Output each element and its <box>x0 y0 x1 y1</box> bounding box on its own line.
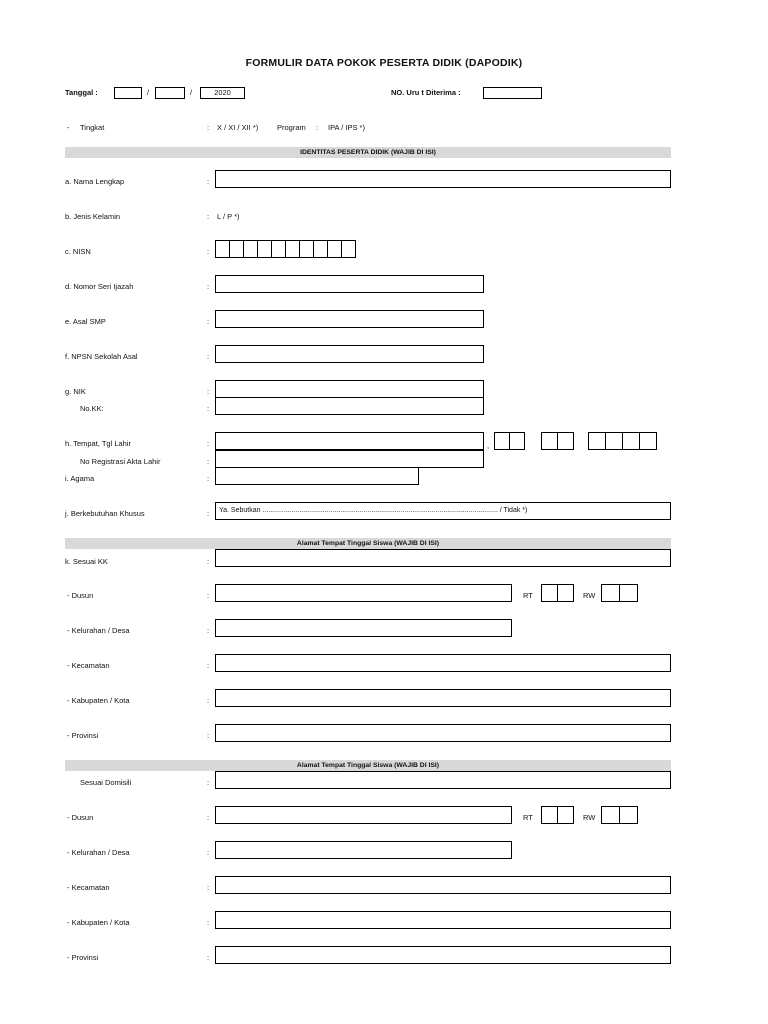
berkebutuhan-khusus-label: j. Berkebutuhan Khusus <box>65 509 145 518</box>
date-digit-box[interactable] <box>494 432 510 450</box>
kabupaten-label: - Kabupaten / Kota <box>67 918 130 927</box>
date-digit-box[interactable] <box>509 432 525 450</box>
date-separator: / <box>190 88 193 97</box>
agama-label: i. Agama <box>65 474 95 483</box>
provinsi-label: - Provinsi <box>67 731 99 740</box>
nisn-digit-box[interactable] <box>271 240 286 258</box>
rt-label: RT <box>523 591 533 600</box>
colon: : <box>207 848 210 857</box>
colon: : <box>207 404 210 413</box>
colon: : <box>207 282 210 291</box>
tempat-lahir-input[interactable] <box>215 432 484 450</box>
colon: : <box>207 883 210 892</box>
nama-lengkap-input[interactable] <box>215 170 671 188</box>
date-digit-box[interactable] <box>605 432 623 450</box>
agama-input[interactable] <box>215 467 419 485</box>
rw-boxes[interactable] <box>601 584 638 602</box>
no-urut-input[interactable] <box>483 87 542 99</box>
jenis-kelamin-label: b. Jenis Kelamin <box>65 212 121 221</box>
tgl-lahir-year-boxes[interactable] <box>588 432 657 450</box>
colon: : <box>207 457 210 466</box>
rt-digit-box[interactable] <box>541 584 558 602</box>
tanggal-day-input[interactable] <box>114 87 142 99</box>
rt-digit-box[interactable] <box>557 584 574 602</box>
provinsi-label: - Provinsi <box>67 953 99 962</box>
colon: : <box>207 387 210 396</box>
date-separator: / <box>147 88 150 97</box>
sesuai-kk-input[interactable] <box>215 549 671 567</box>
date-digit-box[interactable] <box>622 432 640 450</box>
colon: : <box>207 778 210 787</box>
nisn-digit-box[interactable] <box>327 240 342 258</box>
rw-digit-box[interactable] <box>601 584 620 602</box>
tgl-lahir-day-boxes[interactable] <box>494 432 525 450</box>
kecamatan-input[interactable] <box>215 654 671 672</box>
list-dash: - <box>67 123 70 132</box>
rt-boxes[interactable] <box>541 584 574 602</box>
date-digit-box[interactable] <box>557 432 574 450</box>
colon: : <box>207 696 210 705</box>
form-title: FORMULIR DATA POKOK PESERTA DIDIK (DAPODIK) <box>245 57 523 69</box>
nisn-label: c. NISN <box>65 247 91 256</box>
kabupaten-input[interactable] <box>215 689 671 707</box>
rw-label: RW <box>583 591 596 600</box>
date-digit-box[interactable] <box>541 432 558 450</box>
kabupaten-domisili-input[interactable] <box>215 911 671 929</box>
kabupaten-label: - Kabupaten / Kota <box>67 696 130 705</box>
asal-smp-input[interactable] <box>215 310 484 328</box>
rw-label: RW <box>583 813 596 822</box>
colon: : <box>207 177 210 186</box>
nisn-digit-box[interactable] <box>299 240 314 258</box>
tanggal-year-input[interactable]: 2020 <box>200 87 245 99</box>
colon: : <box>207 474 210 483</box>
nomor-seri-ijazah-input[interactable] <box>215 275 484 293</box>
nisn-digit-box[interactable] <box>257 240 272 258</box>
section-alamat-domisili-header: Alamat Tempat Tinggal Siswa (WAJIB DI ISI) <box>65 760 671 771</box>
nik-input[interactable] <box>215 380 484 398</box>
nisn-digit-box[interactable] <box>313 240 328 258</box>
colon: : <box>207 557 210 566</box>
rt-boxes[interactable] <box>541 806 574 824</box>
kecamatan-label: - Kecamatan <box>67 883 110 892</box>
asal-smp-label: e. Asal SMP <box>65 317 106 326</box>
dusun-label: - Dusun <box>67 591 94 600</box>
rw-boxes[interactable] <box>601 806 638 824</box>
rt-digit-box[interactable] <box>541 806 558 824</box>
colon: : <box>207 813 210 822</box>
kelurahan-input[interactable] <box>215 619 512 637</box>
nik-label: g. NIK <box>65 387 86 396</box>
colon: : <box>207 953 210 962</box>
sesuai-domisili-input[interactable] <box>215 771 671 789</box>
tanggal-label: Tanggal : <box>65 88 98 97</box>
kelurahan-label: - Kelurahan / Desa <box>67 848 130 857</box>
tanggal-month-input[interactable] <box>155 87 185 99</box>
npsn-label: f. NPSN Sekolah Asal <box>65 352 138 361</box>
colon: : <box>207 509 210 518</box>
kelurahan-domisili-input[interactable] <box>215 841 512 859</box>
no-kk-label: No.KK: <box>80 404 104 413</box>
date-digit-box[interactable] <box>639 432 657 450</box>
tingkat-label: Tingkat <box>80 123 105 132</box>
tingkat-options[interactable]: X / XI / XII *) <box>217 123 259 132</box>
nisn-digit-box[interactable] <box>341 240 356 258</box>
nama-lengkap-label: a. Nama Lengkap <box>65 177 125 186</box>
kecamatan-label: - Kecamatan <box>67 661 110 670</box>
colon: : <box>316 123 319 132</box>
colon: : <box>207 731 210 740</box>
date-digit-box[interactable] <box>588 432 606 450</box>
nisn-digit-box[interactable] <box>285 240 300 258</box>
provinsi-domisili-input[interactable] <box>215 946 671 964</box>
colon: : <box>207 123 210 132</box>
rw-digit-box[interactable] <box>619 806 638 824</box>
akta-lahir-label: No Registrasi Akta Lahir <box>80 457 161 466</box>
no-kk-input[interactable] <box>215 397 484 415</box>
program-options[interactable]: IPA / IPS *) <box>328 123 365 132</box>
colon: : <box>207 212 210 221</box>
npsn-input[interactable] <box>215 345 484 363</box>
colon: : <box>207 591 210 600</box>
colon: : <box>207 352 210 361</box>
colon: : <box>207 439 210 448</box>
kecamatan-domisili-input[interactable] <box>215 876 671 894</box>
nisn-digit-box[interactable] <box>215 240 230 258</box>
colon: : <box>207 661 210 670</box>
colon: : <box>207 918 210 927</box>
colon: : <box>207 626 210 635</box>
section-identitas-header: IDENTITAS PESERTA DIDIK (WAJIB DI ISI) <box>65 147 671 158</box>
akta-lahir-input[interactable] <box>215 450 484 468</box>
kelurahan-label: - Kelurahan / Desa <box>67 626 130 635</box>
nisn-digit-box[interactable] <box>243 240 258 258</box>
no-urut-label: NO. Uru t Diterima : <box>391 88 461 97</box>
nisn-digit-box[interactable] <box>229 240 244 258</box>
jenis-kelamin-options[interactable]: L / P *) <box>217 212 240 221</box>
rw-digit-box[interactable] <box>619 584 638 602</box>
provinsi-input[interactable] <box>215 724 671 742</box>
program-label: Program <box>277 123 306 132</box>
tempat-tgl-lahir-label: h. Tempat, Tgl Lahir <box>65 439 132 448</box>
berkebutuhan-khusus-input[interactable]: Ya. Sebutkan ......................................................................................................................... / Tidak *) <box>215 502 671 520</box>
colon: : <box>207 317 210 326</box>
colon: : <box>207 247 210 256</box>
section-alamat-kk-header: Alamat Tempat Tinggal Siswa (WAJIB DI ISI) <box>65 538 671 549</box>
dusun-input[interactable] <box>215 584 512 602</box>
rt-digit-box[interactable] <box>557 806 574 824</box>
dusun-domisili-input[interactable] <box>215 806 512 824</box>
dusun-label: - Dusun <box>67 813 94 822</box>
sesuai-domisili-label: Sesuai Domisili <box>80 778 132 787</box>
nomor-seri-ijazah-label: d. Nomor Seri Ijazah <box>65 282 134 291</box>
rw-digit-box[interactable] <box>601 806 620 824</box>
rt-label: RT <box>523 813 533 822</box>
sesuai-kk-label: k. Sesuai KK <box>65 557 108 566</box>
comma-separator: , <box>487 441 490 450</box>
tgl-lahir-month-boxes[interactable] <box>541 432 574 450</box>
nisn-digit-boxes[interactable] <box>215 240 356 258</box>
